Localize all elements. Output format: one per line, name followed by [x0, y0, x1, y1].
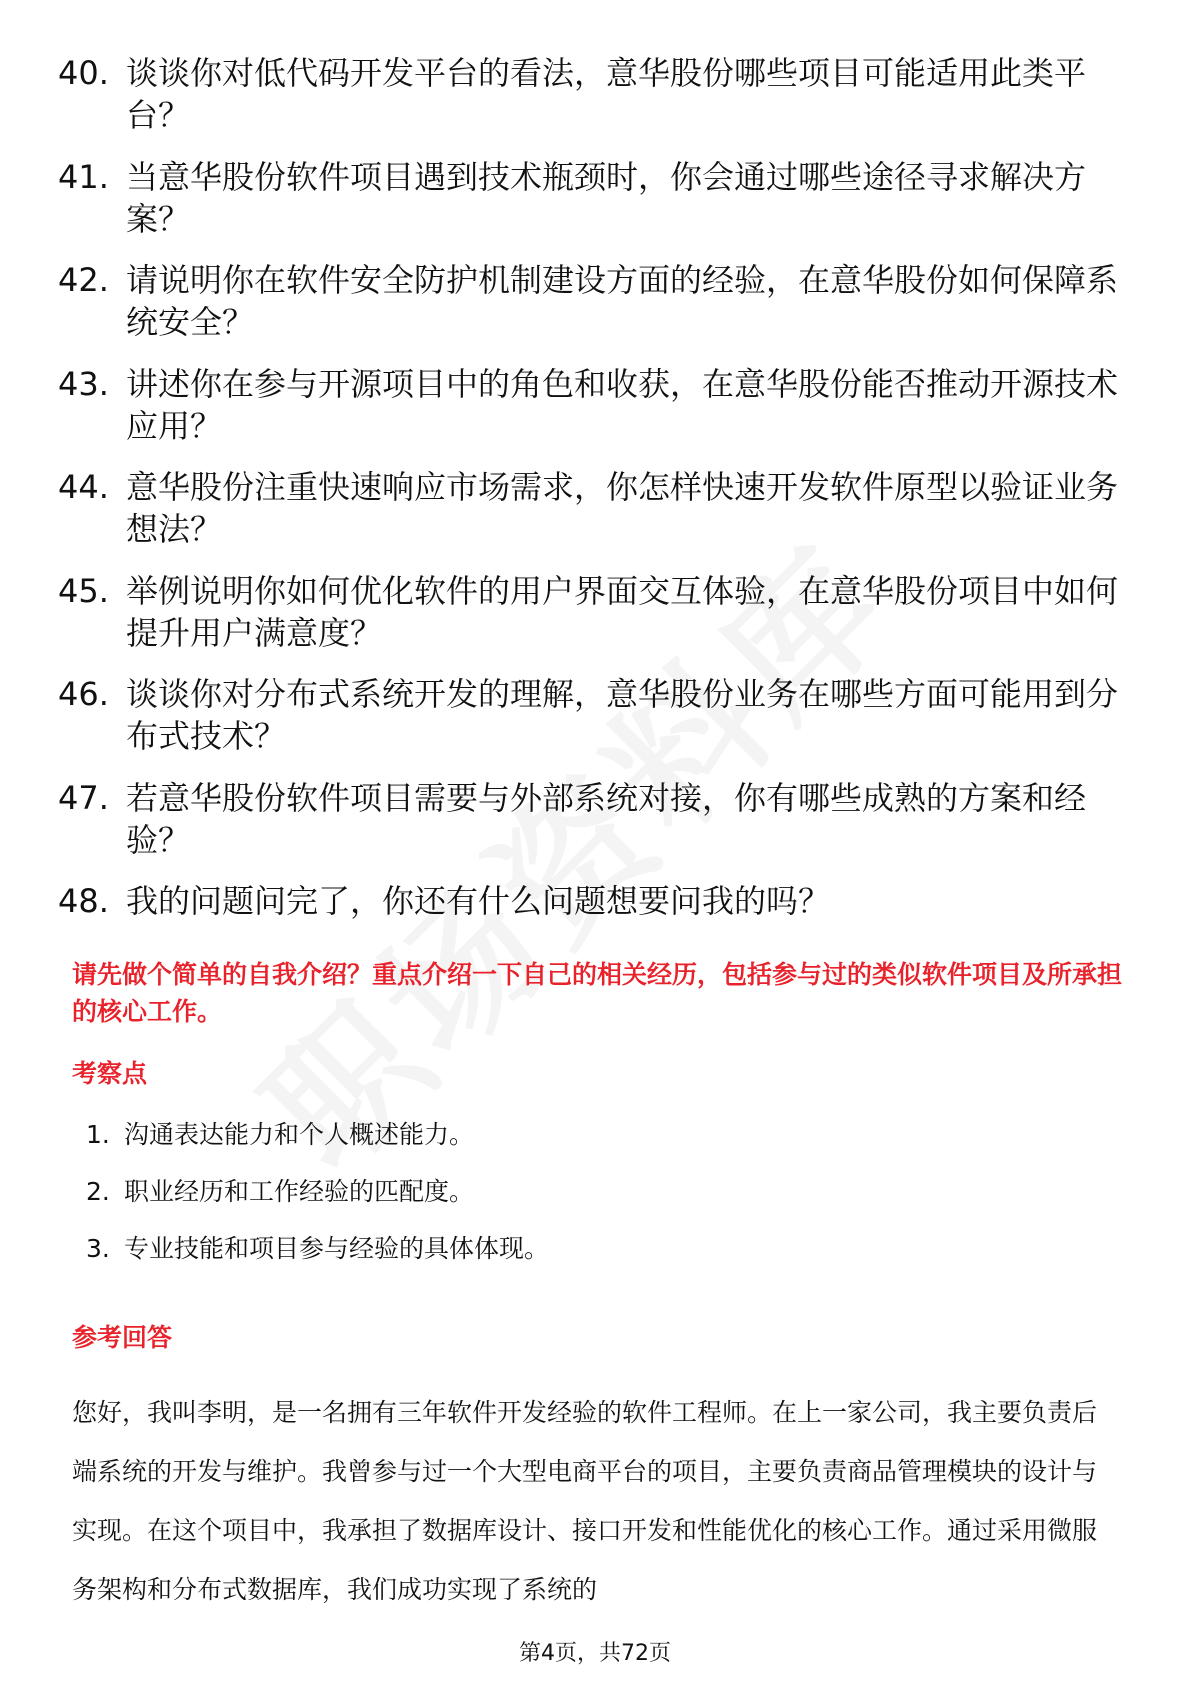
question-text: 当意华股份软件项目遇到技术瓶颈时，你会通过哪些途径寻求解决方案？: [126, 157, 1087, 238]
point-text: 专业技能和项目参与经验的具体体现。: [124, 1234, 550, 1263]
question-number: 48.: [58, 882, 109, 920]
question-item: [58, 466, 1118, 550]
question-text: 意华股份注重快速响应市场需求，你怎样快速开发软件原型以验证业务想法？: [126, 468, 1119, 548]
question-item: [58, 52, 1118, 136]
question-item: [58, 363, 1118, 447]
question-number: 43.: [58, 364, 109, 403]
page-footer: 第4页，共72页: [519, 1641, 671, 1666]
question-text: 讲述你在参与开源项目中的角色和收获，在意华股份能否推动开源技术应用？: [126, 364, 1119, 445]
question-text: 若意华股份软件项目需要与外部系统对接，你有哪些成熟的方案和经验？: [126, 778, 1087, 859]
question-number: 42.: [58, 261, 109, 299]
question-item: [58, 880, 1118, 922]
reference-answer-paragraph: 您好，我叫李明，是一名拥有三年软件开发经验的软件工程师。在上一家公司，我主要负责后端系统的开发与维护。我曾参与过一个大型电商平台的项目，主要负责商品管理模块的设计与实现。在这个项目中，我承担了数据库设计、接口开发和性能优化的核心工作。通过采用微服务架构和分布式数据库，我们成功实现了系统的: [72, 1398, 1098, 1604]
question-item: [58, 777, 1118, 861]
point-number: 3.: [86, 1234, 110, 1263]
question-number: 46.: [58, 675, 109, 713]
question-number: 44.: [58, 468, 109, 506]
assessment-points-list: [86, 1118, 549, 1289]
question-number: 47.: [58, 778, 109, 817]
point-text: 职业经历和工作经验的匹配度。: [124, 1177, 475, 1206]
assessment-point: [86, 1232, 549, 1266]
question-list: [58, 52, 1118, 942]
section-heading-assessment-points: 考察点: [72, 1059, 148, 1088]
question-text: 举例说明你如何优化软件的用户界面交互体验，在意华股份项目中如何提升用户满意度？: [126, 571, 1119, 652]
question-item: [58, 673, 1118, 757]
question-item: [58, 156, 1118, 240]
highlighted-question: 请先做个简单的自我介绍？重点介绍一下自己的相关经历，包括参与过的类似软件项目及所承担的核心工作。: [72, 960, 1123, 1026]
section-heading-reference-answer: 参考回答: [72, 1323, 173, 1352]
question-number: 41.: [58, 157, 109, 196]
point-text: 沟通表达能力和个人概述能力。: [124, 1120, 475, 1149]
question-text: 我的问题问完了，你还有什么问题想要问我的吗？: [126, 882, 831, 920]
point-number: 2.: [86, 1177, 110, 1206]
assessment-point: [86, 1175, 549, 1209]
question-item: [58, 570, 1118, 654]
question-text: 谈谈你对分布式系统开发的理解，意华股份业务在哪些方面可能用到分布式技术？: [126, 675, 1119, 755]
question-number: 45.: [58, 571, 109, 610]
question-text: 请说明你在软件安全防护机制建设方面的经验，在意华股份如何保障系统安全？: [126, 261, 1119, 341]
assessment-point: [86, 1118, 549, 1152]
question-item: [58, 259, 1118, 343]
question-text: 谈谈你对低代码开发平台的看法，意华股份哪些项目可能适用此类平台？: [126, 54, 1087, 134]
question-number: 40.: [58, 54, 109, 92]
point-number: 1.: [86, 1120, 110, 1149]
